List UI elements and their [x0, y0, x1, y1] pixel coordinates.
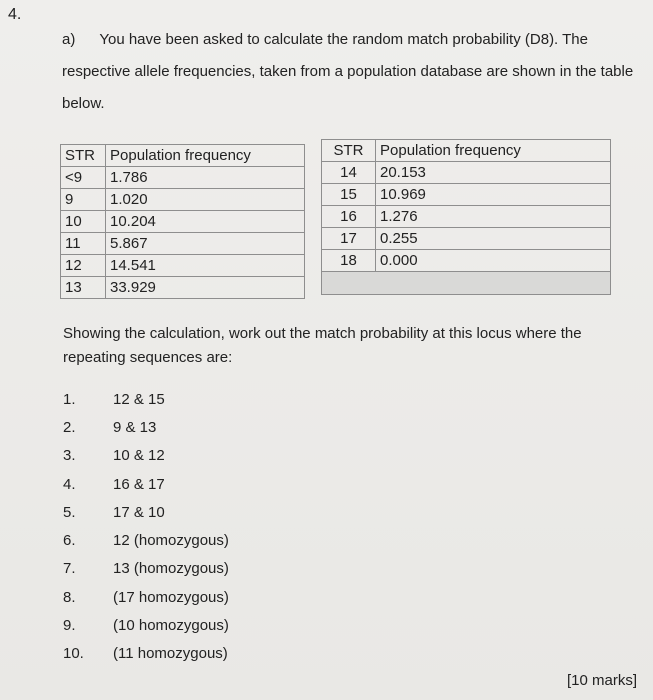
marks-label: [10 marks] [566, 672, 637, 689]
question-number: 4. [8, 6, 22, 23]
table-row [61, 233, 305, 255]
table-row [61, 211, 305, 233]
empty-shaded-cell [322, 272, 611, 295]
header-str: STR [322, 140, 376, 162]
frequency-cell: 14.541 [106, 255, 305, 277]
case-text: 12 & 15 [113, 390, 165, 408]
frequency-table-right [321, 139, 611, 295]
list-item [63, 555, 229, 583]
case-text: 17 & 10 [113, 503, 165, 521]
case-number: 4. [63, 475, 76, 493]
case-number: 2. [63, 418, 76, 436]
list-item [63, 470, 229, 498]
frequency-cell: 0.255 [376, 228, 611, 250]
case-text: 9 & 13 [113, 418, 157, 436]
case-number: 6. [63, 532, 76, 550]
table-row [61, 189, 305, 211]
str-cell: 17 [322, 228, 376, 250]
frequency-cell: 33.929 [106, 277, 305, 299]
table-row [61, 277, 305, 299]
list-item [63, 583, 229, 611]
str-cell: 13 [61, 277, 106, 299]
table-row [322, 162, 611, 184]
part-label: a) [62, 31, 76, 48]
intro-text: You have been asked to calculate the random match probability (D8). The respective allele frequencies, taken from a population database are shown in the table below. [62, 31, 634, 112]
case-number: 7. [63, 560, 76, 578]
case-text: 16 & 17 [113, 475, 165, 493]
header-population-frequency: Population frequency [376, 140, 611, 162]
case-text: 13 (homozygous) [113, 560, 229, 578]
instruction-text: Showing the calculation, work out the match probability at this locus where the repeating sequences are: [63, 325, 582, 366]
table-row [61, 255, 305, 277]
str-cell: 10 [61, 211, 106, 233]
table-row-empty [322, 272, 611, 295]
frequency-cell: 1.276 [376, 206, 611, 228]
list-item [63, 498, 229, 526]
str-cell: 15 [322, 184, 376, 206]
frequency-cell: 10.204 [106, 211, 305, 233]
case-text: (11 homozygous) [113, 645, 228, 663]
str-cell: 12 [61, 255, 106, 277]
table-header-row [61, 145, 305, 167]
list-item [63, 640, 229, 668]
table-row [322, 228, 611, 250]
list-item [63, 385, 229, 413]
frequency-cell: 1.786 [106, 167, 305, 189]
str-cell: 18 [322, 250, 376, 272]
str-cell: 11 [61, 233, 106, 255]
list-item [63, 526, 229, 554]
frequency-cell: 20.153 [376, 162, 611, 184]
str-cell: 9 [61, 189, 106, 211]
case-text: (10 homozygous) [113, 617, 229, 635]
header-population-frequency: Population frequency [106, 145, 305, 167]
list-item [63, 413, 229, 441]
frequency-cell: 0.000 [376, 250, 611, 272]
table-row [322, 206, 611, 228]
case-number: 3. [63, 447, 76, 465]
str-cell: 16 [322, 206, 376, 228]
frequency-cell: 1.020 [106, 189, 305, 211]
header-str: STR [61, 145, 106, 167]
frequency-cell: 10.969 [376, 184, 611, 206]
list-item [63, 442, 229, 470]
str-cell: 14 [322, 162, 376, 184]
str-cell: <9 [61, 167, 106, 189]
table-row [322, 250, 611, 272]
case-number: 1. [63, 390, 76, 408]
case-number: 8. [63, 588, 76, 606]
frequency-table-left [60, 144, 305, 299]
case-number: 9. [63, 617, 76, 635]
frequency-cell: 5.867 [106, 233, 305, 255]
table-row [322, 184, 611, 206]
case-list [63, 385, 229, 668]
case-number: 5. [63, 503, 76, 521]
list-item [63, 611, 229, 639]
case-number: 10. [63, 645, 84, 663]
case-text: 12 (homozygous) [113, 532, 229, 550]
table-row [61, 167, 305, 189]
case-text: 10 & 12 [113, 447, 165, 465]
question-intro [62, 24, 637, 120]
table-header-row [322, 140, 611, 162]
case-text: (17 homozygous) [113, 588, 229, 606]
